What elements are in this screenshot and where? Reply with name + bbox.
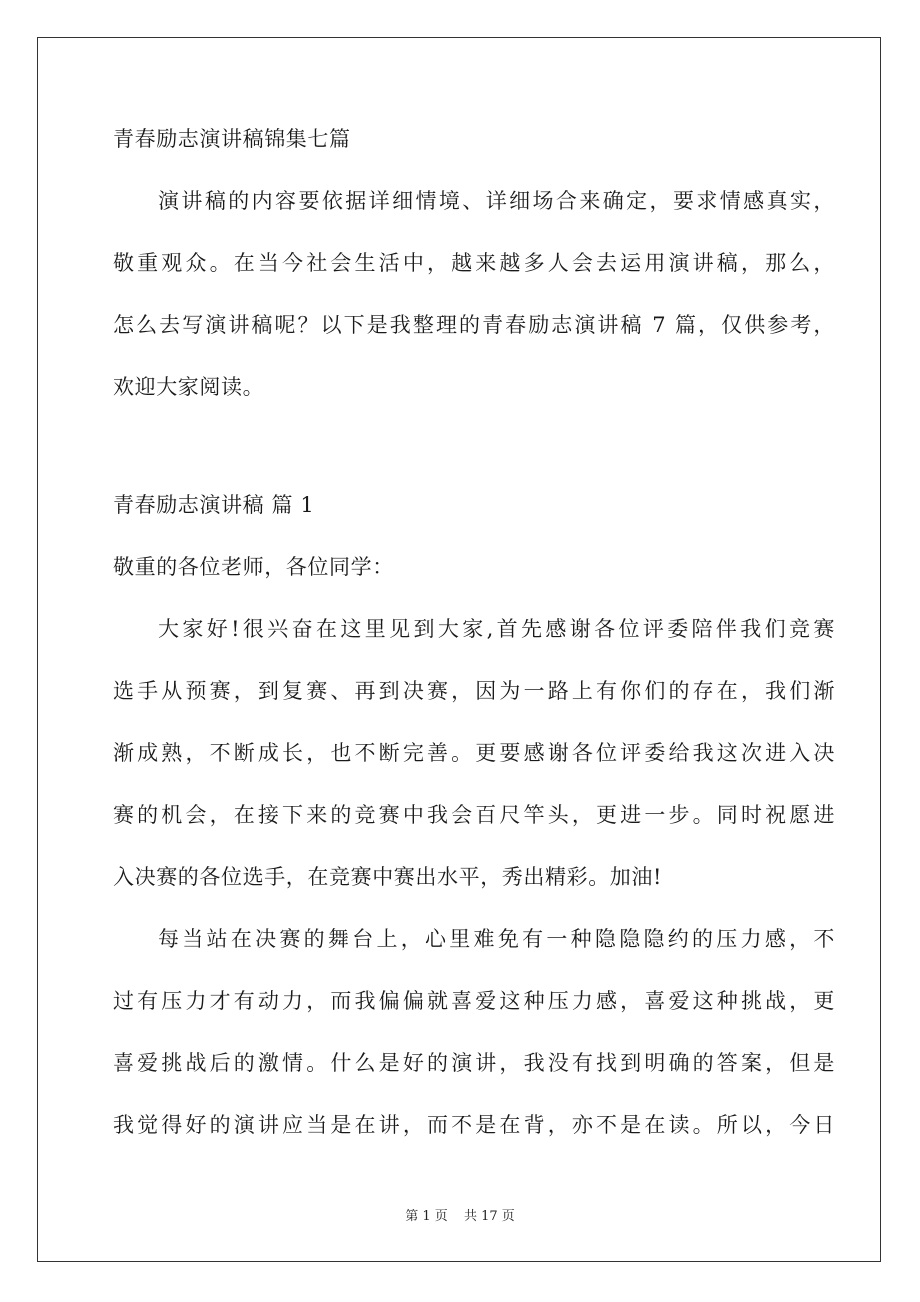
paragraph-line: 每当站在决赛的舞台上，心里难免有一种隐隐隐约的压力感，不	[158, 927, 835, 951]
salutation: 敬重的各位老师，各位同学：	[113, 555, 394, 579]
intro-line: 演讲稿的内容要依据详细情境、详细场合来确定，要求情感真实，	[158, 189, 835, 213]
paragraph-line: 渐成熟，不断成长，也不断完善。更要感谢各位评委给我这次进入决	[113, 741, 835, 765]
document-title: 青春励志演讲稿锦集七篇	[113, 127, 351, 151]
paragraph-line: 选手从预赛，到复赛、再到决赛，因为一路上有你们的存在，我们渐	[113, 679, 835, 703]
intro-line: 欢迎大家阅读。	[113, 375, 265, 399]
page-number-current: 第 1 页	[405, 1209, 448, 1224]
paragraph-line: 赛的机会，在接下来的竞赛中我会百尺竿头，更进一步。同时祝愿进	[113, 803, 835, 827]
section-heading: 青春励志演讲稿 篇 1	[113, 493, 315, 517]
paragraph-line: 大家好!很兴奋在这里见到大家,首先感谢各位评委陪伴我们竞赛	[158, 617, 835, 641]
page-border	[37, 37, 881, 1262]
intro-line: 敬重观众。在当今社会生活中，越来越多人会去运用演讲稿，那么，	[113, 251, 835, 275]
paragraph-line: 入决赛的各位选手，在竞赛中赛出水平，秀出精彩。加油!	[113, 865, 663, 889]
intro-line: 怎么去写演讲稿呢？以下是我整理的青春励志演讲稿 7 篇，仅供参考，	[113, 313, 835, 337]
page-number-total: 共 17 页	[463, 1209, 515, 1224]
paragraph-line: 我觉得好的演讲应当是在讲，而不是在背，亦不是在读。所以，今日	[113, 1113, 835, 1137]
page-footer	[0, 1205, 920, 1224]
paragraph-line: 过有压力才有动力，而我偏偏就喜爱这种压力感，喜爱这种挑战，更	[113, 989, 835, 1013]
paragraph-line: 喜爱挑战后的激情。什么是好的演讲，我没有找到明确的答案，但是	[113, 1051, 835, 1075]
